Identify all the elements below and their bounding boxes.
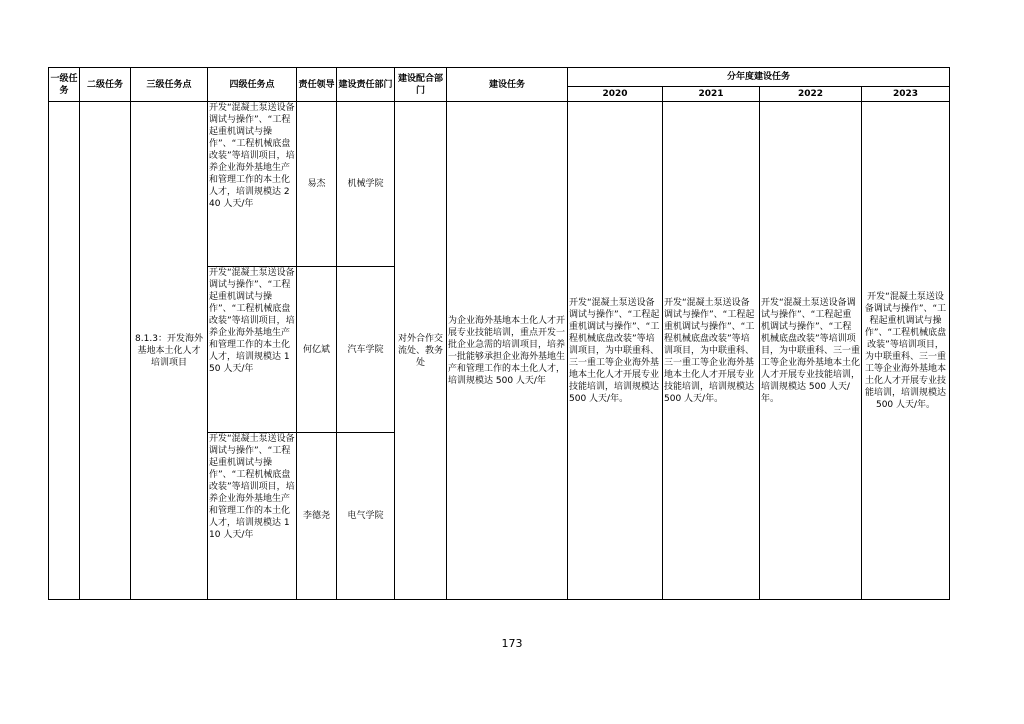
cell-level4: 开发“混凝土泵送设备调试与操作”、“工程起重机调试与操作”、“工程机械底盘改装”等培训项目，培养企业海外基地生产和管理工作的本土化人才，培训规模达 110 人天/年 [208, 433, 297, 600]
cell-dept: 机械学院 [337, 102, 395, 267]
cell-task: 为企业海外基地本土化人才开展专业技能培训，重点开发一批企业急需的培训项目，培养一批能够承担企业海外基地生产和管理工作的本土化人才，培训规模达 500 人天/年 [447, 102, 568, 600]
header-year-2023: 2023 [862, 87, 950, 102]
cell-level4: 开发“混凝土泵送设备调试与操作”、“工程起重机调试与操作”、“工程机械底盘改装”等培训项目，培养企业海外基地生产和管理工作的本土化人才，培训规模达 150 人天/年 [208, 267, 297, 433]
table-row [49, 102, 950, 267]
cell-coop: 对外合作交流处、教务处 [395, 102, 447, 600]
cell-level2 [80, 102, 131, 600]
header-year-2021: 2021 [663, 87, 760, 102]
cell-year-2020: 开发“混凝土泵送设备调试与操作”、“工程起重机调试与操作”、“工程机械底盘改装”等培训项目，为中联重科、三一重工等企业海外基地本土化人才开展专业技能培训，培训规模达 500 人天/年。 [568, 102, 663, 600]
cell-level4: 开发“混凝土泵送设备调试与操作”、“工程起重机调试与操作”、“工程机械底盘改装”等培训项目，培养企业海外基地生产和管理工作的本土化人才，培训规模达 240 人天/年 [208, 102, 297, 267]
cell-year-2023: 开发“混凝土泵送设备调试与操作”、“工程起重机调试与操作”、“工程机械底盘改装”等培训项目，为中联重科、三一重工等企业海外基地本土化人才开展专业技能培训，培训规模达 500 人天/年。 [862, 102, 950, 600]
cell-leader: 李德尧 [297, 433, 337, 600]
header-level4: 四级任务点 [208, 68, 297, 102]
cell-year-2021: 开发“混凝土泵送设备调试与操作”、“工程起重机调试与操作”、“工程机械底盘改装”等培训项目，为中联重科、三一重工等企业海外基地本土化人才开展专业技能培训，培训规模达 500 人天/年。 [663, 102, 760, 600]
header-level2: 二级任务 [80, 68, 131, 102]
header-coop: 建设配合部门 [395, 68, 447, 102]
cell-level3: 8.1.3：开发海外基地本土化人才培训项目 [131, 102, 208, 600]
cell-dept: 电气学院 [337, 433, 395, 600]
header-leader: 责任领导 [297, 68, 337, 102]
header-year-2020: 2020 [568, 87, 663, 102]
header-dept: 建设责任部门 [337, 68, 395, 102]
header-year-2022: 2022 [760, 87, 862, 102]
header-annual: 分年度建设任务 [568, 68, 950, 87]
cell-leader: 易杰 [297, 102, 337, 267]
task-table [48, 67, 950, 600]
page-number: 173 [501, 637, 523, 650]
cell-dept: 汽车学院 [337, 267, 395, 433]
cell-leader: 何亿斌 [297, 267, 337, 433]
header-task: 建设任务 [447, 68, 568, 102]
header-level1: 一级任务 [49, 68, 80, 102]
cell-year-2022: 开发“混凝土泵送设备调试与操作”、“工程起重机调试与操作”、“工程机械底盘改装”等培训项目，为中联重科、三一重工等企业海外基地本土化人才开展专业技能培训，培训规模达 500 人天/年。 [760, 102, 862, 600]
cell-level1 [49, 102, 80, 600]
header-level3: 三级任务点 [131, 68, 208, 102]
